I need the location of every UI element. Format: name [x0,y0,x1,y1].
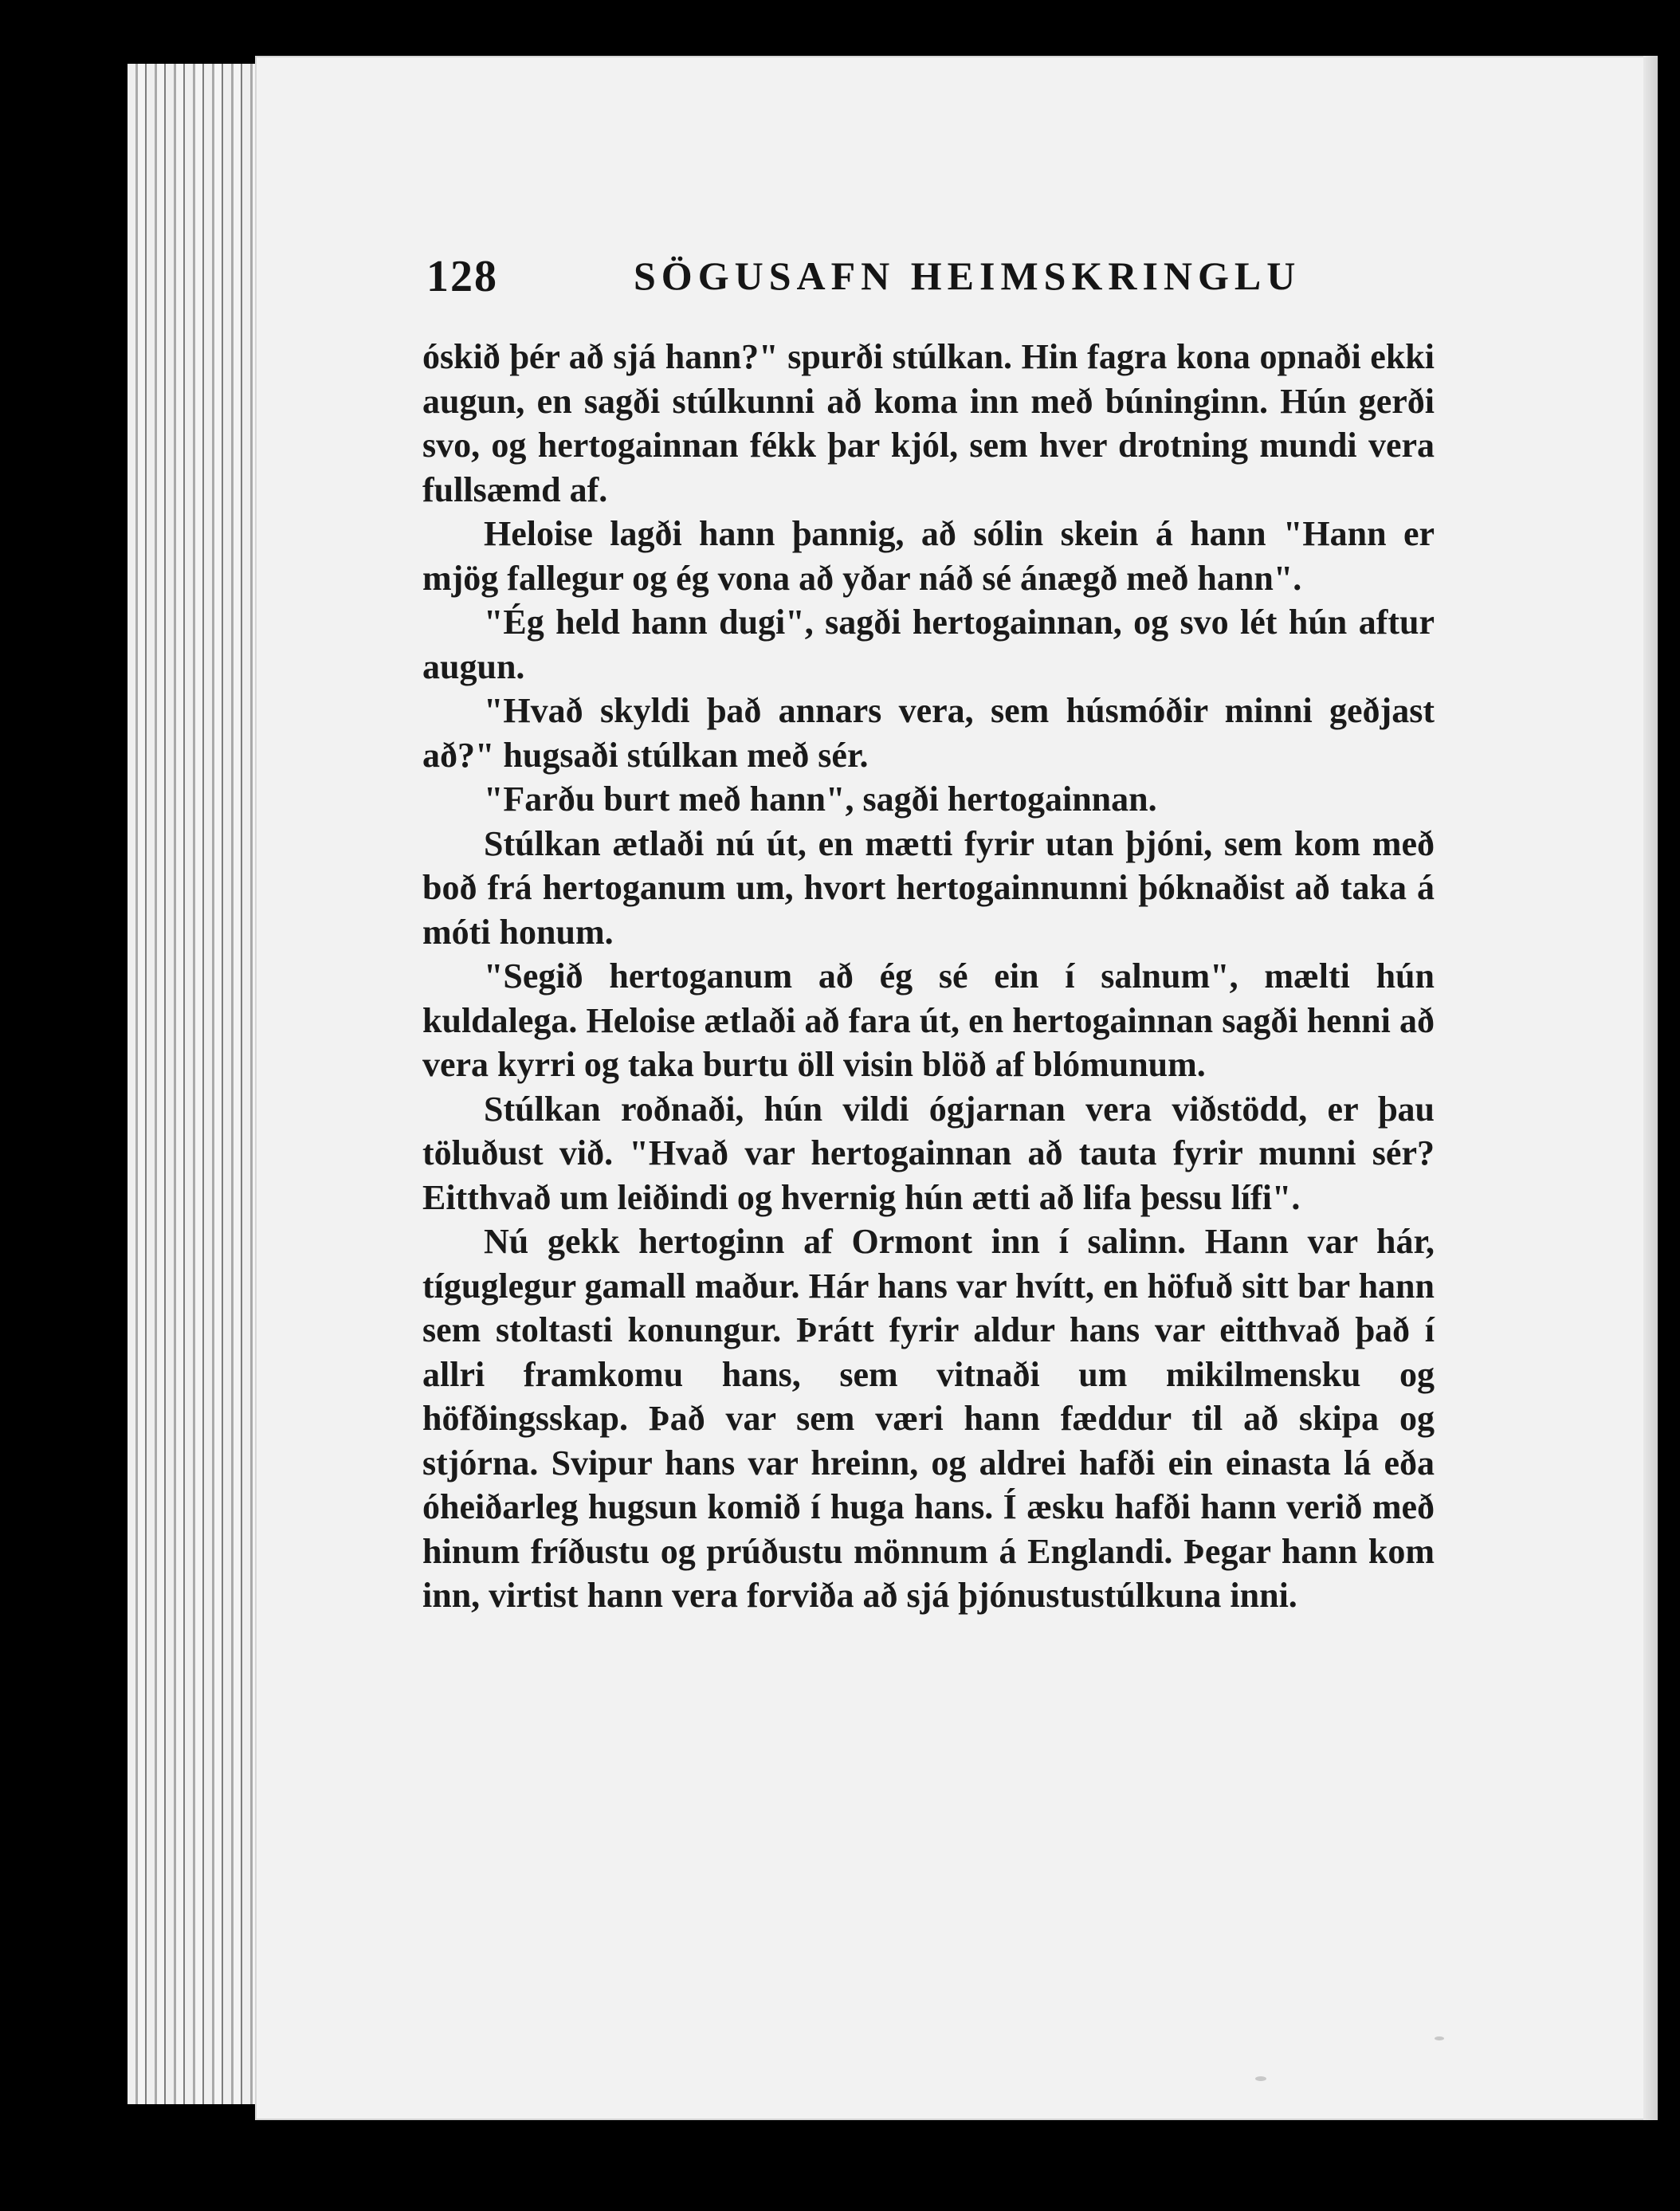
paragraph: Nú gekk hertoginn af Ormont inn í salinn. Hann var hár, tíguglegur gamall maður. Hár hans var hvítt, en höfuð sitt bar hann sem stoltasti konungur. Þrátt fyrir aldur hans var eitthvað það í allri framkomu hans, sem vitnaði um mikilmensku og höfðingsskap. Það var sem væri hann fæddur til að skipa og stjórna. Svipur hans var hreinn, og aldrei hafði ein einasta lá eða óheiðarleg hugsun komið í huga hans. Í æsku hafði hann verið með hinum fríðustu og prúðustu mönnum á Englandi. Þegar hann kom inn, virtist hann vera forviða að sjá þjónustustúlkuna inni. [422,1222,1435,1615]
book-page [255,56,1658,2120]
running-head [426,251,1534,323]
running-title: SÖGUSAFN HEIMSKRINGLU [634,253,1301,298]
paragraph: "Segið hertoganum að ég sé ein í salnum", mælti hún kuldalega. Heloise ætlaði að fara út, en hertogainnan sagði henni að vera kyrri og taka burtu öll visin blöð af blómunum. [422,956,1435,1084]
paragraph: óskið þér að sjá hann?" spurði stúlkan. Hin fagra kona opnaði ekki augun, en sagði stúlkunni að koma inn með búninginn. Hún gerði svo, og hertogainnan fékk þar kjól, sem hver drotning mundi vera fullsæmd af. [422,337,1435,509]
paragraph: "Ég held hann dugi", sagði hertogainnan, og svo lét hún aftur augun. [422,603,1435,686]
page-number: 128 [426,252,498,301]
body-text [422,335,1435,1618]
paragraph: Stúlkan roðnaði, hún vildi ógjarnan vera viðstödd, er þau töluðust við. "Hvað var hertogainnan að tauta fyrir munni sér? Eitthvað um leiðindi og hvernig hún ætti að lifa þessu lífi". [422,1089,1435,1217]
paragraph: "Farðu burt með hann", sagði hertogainnan. [484,780,1157,819]
ink-speck [1435,2036,1444,2040]
paragraph: Heloise lagði hann þannig, að sólin skein á hann "Hann er mjög fallegur og ég vona að yðar náð sé ánægð með hann". [422,514,1435,598]
ink-speck [1255,2076,1266,2081]
paragraph: "Hvað skyldi það annars vera, sem húsmóðir minni geðjast að?" hugsaði stúlkan með sér. [422,691,1435,775]
paragraph: Stúlkan ætlaði nú út, en mætti fyrir utan þjóni, sem kom með boð frá hertoganum um, hvort hertogainnunni þóknaðist að taka á móti honum. [422,823,1435,952]
